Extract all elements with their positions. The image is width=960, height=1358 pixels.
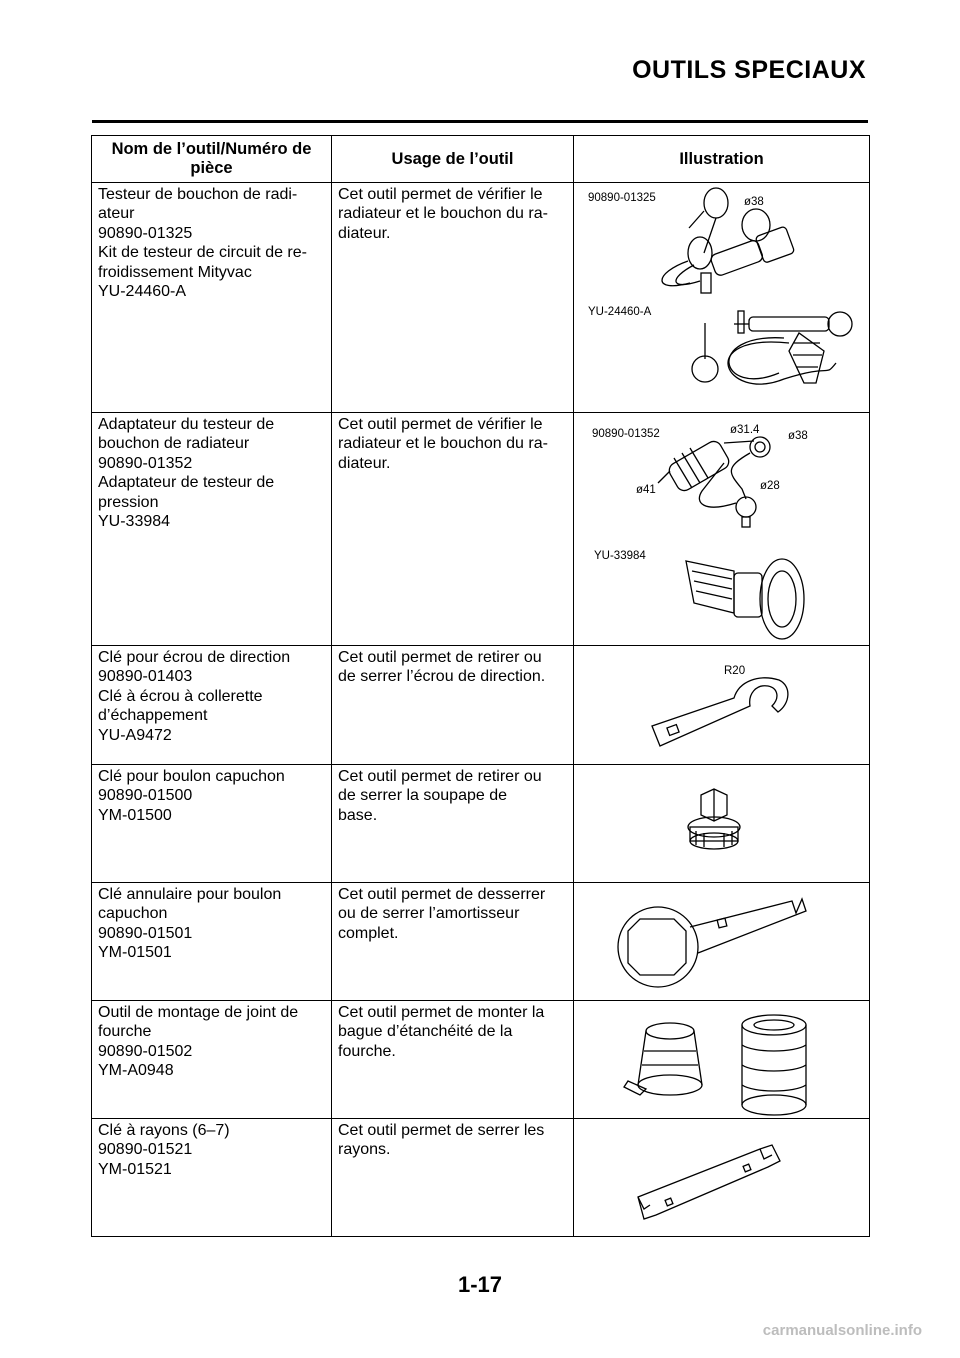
table-row bbox=[92, 883, 870, 1001]
tool-name-cell: Testeur de bouchon de radi- ateur 90890-01325 Kit de testeur de circuit de re- froidissement Mityvac YU-24460-A bbox=[92, 183, 332, 413]
table-row bbox=[92, 646, 870, 765]
tool-name-cell: Clé pour écrou de direction 90890-01403 Clé à écrou à collerette d’échappement YU-A9472 bbox=[92, 646, 332, 765]
dimension-label: ø41 bbox=[636, 484, 656, 496]
page-title: OUTILS SPECIAUX bbox=[632, 56, 866, 84]
part-label: YU-33984 bbox=[594, 550, 646, 562]
tool-name-cell: Adaptateur du testeur de bouchon de radiateur 90890-01352 Adaptateur de testeur de pression YU-33984 bbox=[92, 413, 332, 646]
special-tools-table bbox=[91, 135, 870, 1237]
dimension-label: ø38 bbox=[744, 196, 764, 208]
part-label: 90890-01352 bbox=[592, 428, 660, 440]
tool-usage-cell: Cet outil permet de desserrer ou de serrer l’amortisseur complet. bbox=[332, 883, 574, 1001]
part-label: YU-24460-A bbox=[588, 306, 652, 318]
spoke-wrench-illustration bbox=[574, 1119, 870, 1237]
ring-wrench-illustration bbox=[574, 883, 870, 1001]
dimension-label: ø31.4 bbox=[730, 424, 760, 436]
page-number: 1-17 bbox=[457, 1272, 503, 1297]
fork-seal-installer-illustration bbox=[574, 1001, 870, 1119]
table-row bbox=[92, 1001, 870, 1119]
tool-illustration-cell bbox=[574, 646, 870, 765]
column-header-usage: Usage de l’outil bbox=[332, 136, 574, 183]
tool-usage-cell: Cet outil permet de vérifier le radiateur et le bouchon du ra- diateur. bbox=[332, 183, 574, 413]
tool-illustration-cell bbox=[574, 1001, 870, 1119]
tool-usage-cell: Cet outil permet de serrer les rayons. bbox=[332, 1119, 574, 1237]
steering-nut-wrench-illustration bbox=[574, 646, 870, 765]
dimension-label: R20 bbox=[724, 665, 746, 677]
title-rule bbox=[92, 120, 868, 123]
tool-name-cell: Outil de montage de joint de fourche 90890-01502 YM-A0948 bbox=[92, 1001, 332, 1119]
tool-usage-cell: Cet outil permet de retirer ou de serrer la soupape de base. bbox=[332, 765, 574, 883]
tool-name-cell: Clé à rayons (6–7) 90890-01521 YM-01521 bbox=[92, 1119, 332, 1237]
table-row bbox=[92, 183, 870, 413]
tool-name-cell: Clé pour boulon capuchon 90890-01500 YM-01500 bbox=[92, 765, 332, 883]
table-row bbox=[92, 413, 870, 646]
tool-usage-cell: Cet outil permet de vérifier le radiateur et le bouchon du ra- diateur. bbox=[332, 413, 574, 646]
tool-usage-cell: Cet outil permet de retirer ou de serrer l’écrou de direction. bbox=[332, 646, 574, 765]
tool-illustration-cell bbox=[574, 765, 870, 883]
tool-illustration-cell bbox=[574, 1119, 870, 1237]
table-row bbox=[92, 765, 870, 883]
tool-usage-cell: Cet outil permet de monter la bague d’étanchéité de la fourche. bbox=[332, 1001, 574, 1119]
tool-illustration-cell bbox=[574, 883, 870, 1001]
tool-illustration-cell bbox=[574, 413, 870, 646]
part-label: 90890-01325 bbox=[588, 192, 656, 204]
column-header-illustration: Illustration bbox=[574, 136, 870, 183]
cap-bolt-wrench-illustration bbox=[574, 765, 870, 883]
table-header-row bbox=[92, 136, 870, 183]
table-row bbox=[92, 1119, 870, 1237]
dimension-label: ø28 bbox=[760, 480, 780, 492]
tool-illustration-cell bbox=[574, 183, 870, 413]
column-header-tool-name: Nom de l’outil/Numéro de pièce bbox=[92, 136, 332, 183]
radiator-cap-adapter-illustration bbox=[574, 413, 870, 646]
tool-name-cell: Clé annulaire pour boulon capuchon 90890-01501 YM-01501 bbox=[92, 883, 332, 1001]
watermark: carmanualsonline.info bbox=[762, 1322, 922, 1339]
radiator-cap-tester-illustration bbox=[574, 183, 870, 413]
dimension-label: ø38 bbox=[788, 430, 808, 442]
